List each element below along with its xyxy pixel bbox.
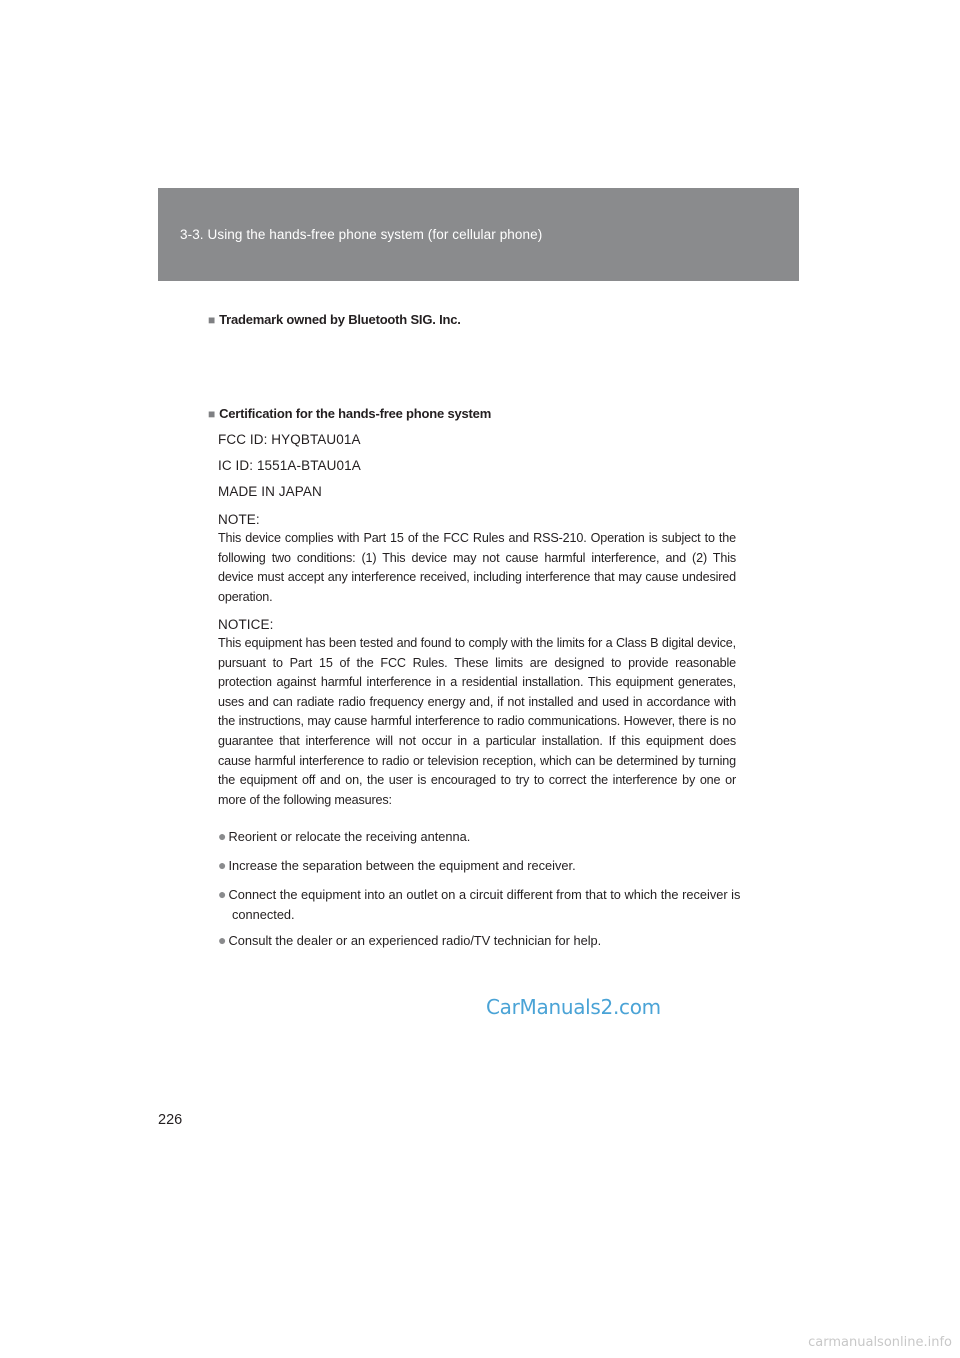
trademark-heading [208,312,461,327]
certification-heading [208,406,491,421]
notice-body: This equipment has been tested and found to comply with the limits for a Class B digital device, pursuant to Part 15 of the FCC Rules. These limits are designed to provide reasonable protection against harmful interference in a residential installation. This equipment generates, uses and can radiate radio frequency energy and, if not installed and used in accordance with the instructions, may cause harmful interference to radio communications. However, there is no guarantee that interference will not occur in a particular installation. If this equipment does cause harmful interference to radio or television reception, which can be determined by turning the equipment off and on, the user is encouraged to try to correct the interference by one or more of the following measures: [218,636,736,807]
ic-id: IC ID: 1551A-BTAU01A [218,458,361,473]
measure-item [218,930,752,951]
section-header-bar [158,188,799,281]
measure-text: Consult the dealer or an experienced radio/TV technician for help. [228,933,602,948]
measure-text: Connect the equipment into an outlet on a circuit different from that to which the receiver is connected. [228,887,741,922]
notice-title: NOTICE: [218,617,274,632]
round-bullet-icon: ● [218,886,227,902]
square-bullet-icon: ■ [208,407,216,421]
note-block [218,510,736,607]
round-bullet-icon: ● [218,932,227,948]
round-bullet-icon: ● [218,857,227,873]
footer-logo: carmanualsonline.info [808,1335,952,1350]
round-bullet-icon: ● [218,828,227,844]
notice-block [218,615,736,810]
certification-heading-text: Certification for the hands-free phone system [219,406,492,421]
watermark-link[interactable]: CarManuals2.com [486,995,661,1019]
measure-text: Reorient or relocate the receiving antenna. [228,829,471,844]
section-title: 3-3. Using the hands-free phone system (for cellular phone) [180,227,543,242]
note-body: This device complies with Part 15 of the FCC Rules and RSS-210. Operation is subject to the following two conditions: (1) This device may not cause harmful interference, and (2) This device must accept any interference received, including interference that may cause undesired operation. [218,531,736,604]
measure-item [218,855,752,876]
square-bullet-icon: ■ [208,313,216,327]
trademark-heading-text: Trademark owned by Bluetooth SIG. Inc. [219,312,461,327]
measure-text: Increase the separation between the equipment and receiver. [228,858,576,873]
page-number: 226 [158,1112,183,1128]
note-title: NOTE: [218,512,260,527]
measure-item [218,884,752,925]
origin-label: MADE IN JAPAN [218,484,322,499]
fcc-id: FCC ID: HYQBTAU01A [218,432,361,447]
measure-item [218,826,752,847]
